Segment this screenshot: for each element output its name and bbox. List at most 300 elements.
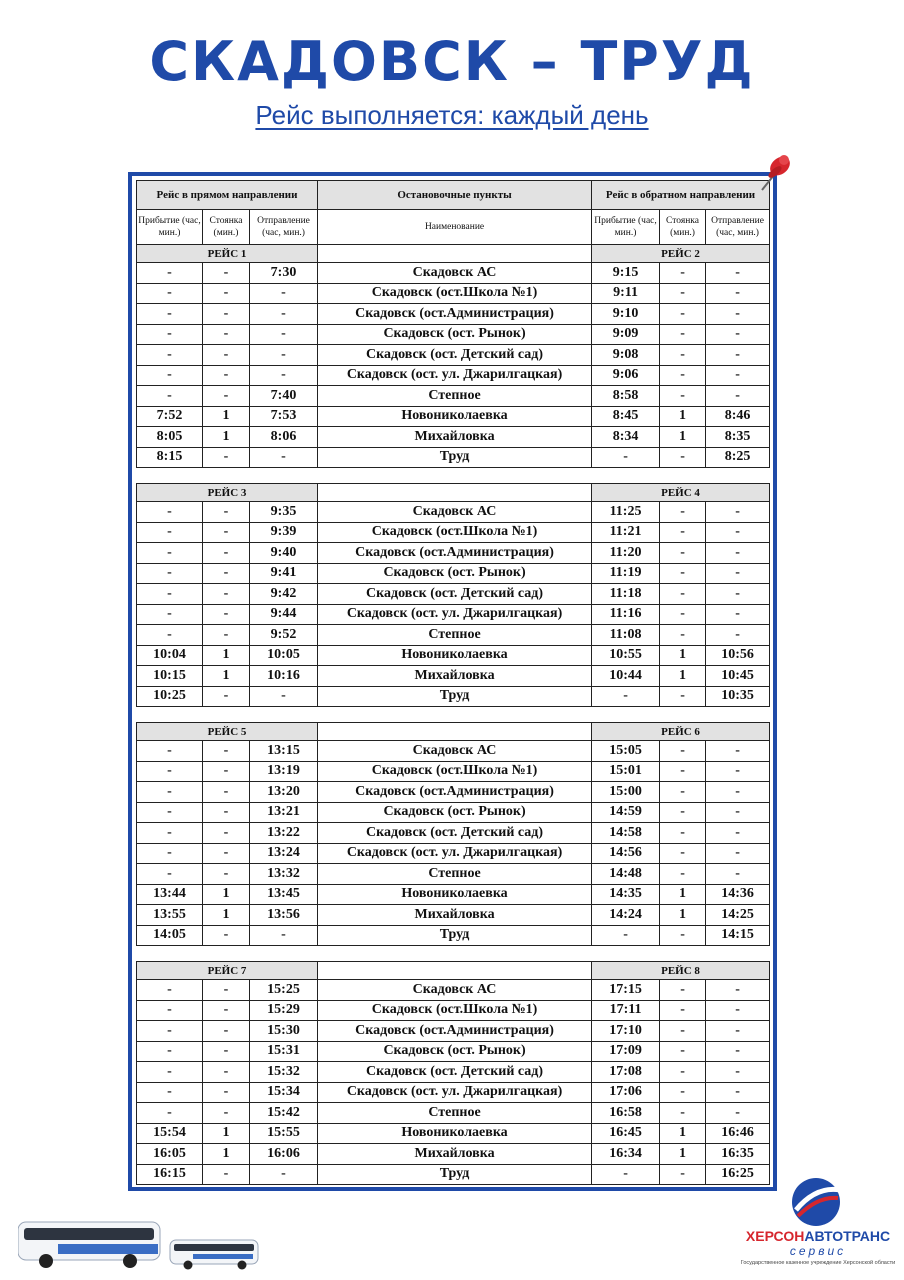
departure-cell: 15:42 (250, 1103, 318, 1124)
table-row (137, 427, 770, 448)
reverse-trip-label: РЕЙС 4 (592, 484, 770, 502)
departure-reverse-cell: 8:25 (706, 447, 770, 468)
arrival-cell: - (137, 741, 203, 762)
arrival-reverse-cell: 11:16 (592, 604, 660, 625)
table-row (137, 1144, 770, 1165)
subheader-departure: Отправление (час, мин.) (250, 210, 318, 245)
departure-reverse-cell: - (706, 1062, 770, 1083)
arrival-cell: - (137, 761, 203, 782)
arrival-cell: - (137, 864, 203, 885)
stop-reverse-cell: - (660, 304, 706, 325)
arrival-cell: - (137, 584, 203, 605)
arrival-cell: - (137, 802, 203, 823)
arrival-reverse-cell: 14:48 (592, 864, 660, 885)
arrival-cell: 16:15 (137, 1164, 203, 1185)
stop-cell: - (203, 761, 250, 782)
arrival-reverse-cell: 11:19 (592, 563, 660, 584)
departure-reverse-cell: - (706, 625, 770, 646)
departure-cell: 15:30 (250, 1021, 318, 1042)
departure-cell: 15:31 (250, 1041, 318, 1062)
arrival-cell: 7:52 (137, 406, 203, 427)
departure-cell: 7:40 (250, 386, 318, 407)
table-row (137, 584, 770, 605)
timetable-body (137, 181, 770, 1185)
arrival-reverse-cell: - (592, 686, 660, 707)
arrival-reverse-cell: 17:06 (592, 1082, 660, 1103)
stop-cell: - (203, 365, 250, 386)
trip-header-row (137, 245, 770, 263)
departure-cell: 9:44 (250, 604, 318, 625)
trip-header-row (137, 962, 770, 980)
reverse-trip-label: РЕЙС 8 (592, 962, 770, 980)
stop-cell: - (203, 864, 250, 885)
arrival-cell: 8:15 (137, 447, 203, 468)
stop-reverse-cell: - (660, 761, 706, 782)
arrival-cell: 16:05 (137, 1144, 203, 1165)
stop-cell: 1 (203, 1123, 250, 1144)
arrival-cell: - (137, 365, 203, 386)
arrival-cell: - (137, 823, 203, 844)
stop-name-cell: Скадовск (ост.Школа №1) (318, 522, 592, 543)
stop-cell: - (203, 345, 250, 366)
stop-cell: - (203, 782, 250, 803)
departure-reverse-cell: 16:25 (706, 1164, 770, 1185)
stop-name-cell: Скадовск (ост. Детский сад) (318, 584, 592, 605)
departure-cell: 13:22 (250, 823, 318, 844)
arrival-reverse-cell: 16:58 (592, 1103, 660, 1124)
departure-reverse-cell: - (706, 304, 770, 325)
header-reverse: Рейс в обратном направлении (592, 181, 770, 210)
table-row (137, 980, 770, 1001)
table-row (137, 324, 770, 345)
table-row (137, 447, 770, 468)
arrival-reverse-cell: 9:15 (592, 263, 660, 284)
stop-name-cell: Новониколаевка (318, 645, 592, 666)
table-row (137, 1000, 770, 1021)
arrival-reverse-cell: 17:10 (592, 1021, 660, 1042)
stop-cell: - (203, 1164, 250, 1185)
stop-reverse-cell: 1 (660, 905, 706, 926)
arrival-cell: - (137, 843, 203, 864)
table-row (137, 625, 770, 646)
arrival-cell: - (137, 604, 203, 625)
stop-name-cell: Скадовск (ост. ул. Джарилгацкая) (318, 843, 592, 864)
departure-cell: 9:40 (250, 543, 318, 564)
stop-cell: - (203, 1041, 250, 1062)
table-row (137, 283, 770, 304)
block-spacer (137, 946, 770, 962)
arrival-reverse-cell: 17:09 (592, 1041, 660, 1062)
table-row (137, 543, 770, 564)
forward-trip-label: РЕЙС 1 (137, 245, 318, 263)
departure-reverse-cell: - (706, 864, 770, 885)
forward-trip-label: РЕЙС 3 (137, 484, 318, 502)
departure-cell: - (250, 1164, 318, 1185)
stop-cell: - (203, 686, 250, 707)
stop-cell: - (203, 522, 250, 543)
stop-reverse-cell: 1 (660, 1123, 706, 1144)
stop-name-cell: Скадовск (ост.Администрация) (318, 782, 592, 803)
trip-header-blank (318, 484, 592, 502)
departure-reverse-cell: 14:36 (706, 884, 770, 905)
departure-reverse-cell: - (706, 1082, 770, 1103)
departure-reverse-cell: - (706, 263, 770, 284)
departure-cell: 10:16 (250, 666, 318, 687)
stop-reverse-cell: - (660, 1164, 706, 1185)
trip-header-row (137, 723, 770, 741)
departure-cell: 13:21 (250, 802, 318, 823)
stop-cell: - (203, 1062, 250, 1083)
stop-reverse-cell: - (660, 1021, 706, 1042)
stop-reverse-cell: - (660, 1103, 706, 1124)
arrival-cell: 15:54 (137, 1123, 203, 1144)
table-row (137, 1062, 770, 1083)
logo-name-part2: АВТОТРАНС (804, 1228, 891, 1244)
stop-cell: - (203, 584, 250, 605)
stop-reverse-cell: - (660, 1000, 706, 1021)
table-row (137, 905, 770, 926)
stop-name-cell: Скадовск АС (318, 741, 592, 762)
arrival-reverse-cell: 15:00 (592, 782, 660, 803)
stop-reverse-cell: - (660, 1082, 706, 1103)
arrival-cell: - (137, 1062, 203, 1083)
stop-reverse-cell: - (660, 925, 706, 946)
departure-cell: 13:45 (250, 884, 318, 905)
table-row (137, 761, 770, 782)
stop-name-cell: Труд (318, 925, 592, 946)
block-spacer (137, 707, 770, 723)
arrival-cell: - (137, 1103, 203, 1124)
header-forward: Рейс в прямом направлении (137, 181, 318, 210)
stop-reverse-cell: - (660, 1041, 706, 1062)
departure-reverse-cell: - (706, 741, 770, 762)
stop-reverse-cell: - (660, 386, 706, 407)
departure-cell: 13:19 (250, 761, 318, 782)
arrival-cell: - (137, 563, 203, 584)
table-row (137, 304, 770, 325)
stop-cell: 1 (203, 406, 250, 427)
arrival-cell: 8:05 (137, 427, 203, 448)
table-row (137, 263, 770, 284)
arrival-cell: - (137, 980, 203, 1001)
table-row (137, 386, 770, 407)
logo-name (738, 1228, 898, 1244)
stop-cell: - (203, 386, 250, 407)
departure-cell: 9:35 (250, 502, 318, 523)
stop-reverse-cell: - (660, 802, 706, 823)
trip-header-blank (318, 245, 592, 263)
stop-name-cell: Скадовск АС (318, 980, 592, 1001)
departure-cell: - (250, 345, 318, 366)
stop-reverse-cell: - (660, 625, 706, 646)
stop-cell: - (203, 283, 250, 304)
departure-cell: 16:06 (250, 1144, 318, 1165)
arrival-reverse-cell: 11:18 (592, 584, 660, 605)
arrival-reverse-cell: 14:56 (592, 843, 660, 864)
arrival-cell: - (137, 522, 203, 543)
stop-name-cell: Михайловка (318, 666, 592, 687)
stop-name-cell: Новониколаевка (318, 1123, 592, 1144)
departure-cell: 15:55 (250, 1123, 318, 1144)
arrival-cell: 13:44 (137, 884, 203, 905)
arrival-cell: - (137, 782, 203, 803)
departure-cell: 13:15 (250, 741, 318, 762)
stop-cell: - (203, 447, 250, 468)
departure-cell: 13:24 (250, 843, 318, 864)
arrival-reverse-cell: 15:05 (592, 741, 660, 762)
stop-cell: 1 (203, 905, 250, 926)
table-header-row (137, 181, 770, 210)
departure-cell: 9:39 (250, 522, 318, 543)
table-row (137, 782, 770, 803)
departure-cell: 15:32 (250, 1062, 318, 1083)
stop-reverse-cell: - (660, 263, 706, 284)
stop-name-cell: Скадовск (ост.Администрация) (318, 543, 592, 564)
departure-reverse-cell: - (706, 1000, 770, 1021)
stop-cell: - (203, 563, 250, 584)
departure-reverse-cell: 10:35 (706, 686, 770, 707)
table-row (137, 1103, 770, 1124)
departure-reverse-cell: - (706, 365, 770, 386)
stop-reverse-cell: - (660, 584, 706, 605)
stop-name-cell: Скадовск (ост. Рынок) (318, 1041, 592, 1062)
departure-reverse-cell: - (706, 522, 770, 543)
stop-reverse-cell: - (660, 1062, 706, 1083)
table-row (137, 686, 770, 707)
reverse-trip-label: РЕЙС 6 (592, 723, 770, 741)
stop-name-cell: Скадовск (ост. ул. Джарилгацкая) (318, 604, 592, 625)
departure-reverse-cell: 16:46 (706, 1123, 770, 1144)
arrival-reverse-cell: 8:58 (592, 386, 660, 407)
arrival-reverse-cell: 17:08 (592, 1062, 660, 1083)
stop-name-cell: Новониколаевка (318, 406, 592, 427)
stop-cell: - (203, 1103, 250, 1124)
departure-reverse-cell: - (706, 843, 770, 864)
stop-cell: 1 (203, 645, 250, 666)
table-row (137, 884, 770, 905)
departure-reverse-cell: - (706, 543, 770, 564)
stop-cell: - (203, 604, 250, 625)
table-row (137, 823, 770, 844)
trip-header-blank (318, 723, 592, 741)
arrival-reverse-cell: 10:44 (592, 666, 660, 687)
stop-cell: - (203, 1021, 250, 1042)
table-row (137, 925, 770, 946)
stop-name-cell: Скадовск (ост.Школа №1) (318, 1000, 592, 1021)
logo-subtitle: сервис (789, 1244, 847, 1258)
departure-cell: 7:53 (250, 406, 318, 427)
departure-reverse-cell: - (706, 283, 770, 304)
departure-reverse-cell: - (706, 782, 770, 803)
stop-cell: - (203, 823, 250, 844)
arrival-reverse-cell: 9:06 (592, 365, 660, 386)
departure-reverse-cell: - (706, 324, 770, 345)
stop-name-cell: Скадовск (ост.Администрация) (318, 304, 592, 325)
stop-name-cell: Труд (318, 686, 592, 707)
stop-name-cell: Скадовск (ост. ул. Джарилгацкая) (318, 365, 592, 386)
departure-reverse-cell: 10:45 (706, 666, 770, 687)
arrival-reverse-cell: 14:58 (592, 823, 660, 844)
table-row (137, 604, 770, 625)
arrival-reverse-cell: 11:21 (592, 522, 660, 543)
stop-cell: - (203, 1082, 250, 1103)
stop-reverse-cell: - (660, 365, 706, 386)
arrival-cell: 14:05 (137, 925, 203, 946)
arrival-reverse-cell: - (592, 925, 660, 946)
table-row (137, 1041, 770, 1062)
stop-cell: - (203, 263, 250, 284)
arrival-cell: - (137, 502, 203, 523)
stop-name-cell: Михайловка (318, 1144, 592, 1165)
stop-name-cell: Скадовск (ост. Рынок) (318, 563, 592, 584)
arrival-cell: 10:04 (137, 645, 203, 666)
arrival-reverse-cell: 14:35 (592, 884, 660, 905)
departure-cell: - (250, 304, 318, 325)
arrival-reverse-cell: 11:20 (592, 543, 660, 564)
stop-reverse-cell: - (660, 543, 706, 564)
table-row (137, 802, 770, 823)
departure-cell: - (250, 365, 318, 386)
arrival-reverse-cell: 9:10 (592, 304, 660, 325)
bus-icon (18, 1218, 263, 1270)
stop-cell: - (203, 324, 250, 345)
stop-reverse-cell: 1 (660, 666, 706, 687)
stop-reverse-cell: - (660, 843, 706, 864)
departure-reverse-cell: - (706, 345, 770, 366)
schedule-days: Рейс выполняется: каждый день (255, 100, 649, 130)
trip-header-blank (318, 962, 592, 980)
departure-reverse-cell: 14:25 (706, 905, 770, 926)
stop-name-cell: Степное (318, 1103, 592, 1124)
arrival-reverse-cell: - (592, 1164, 660, 1185)
logo-name-part1: ХЕРСОН (745, 1228, 805, 1244)
company-logo (738, 1176, 898, 1271)
departure-cell: 15:29 (250, 1000, 318, 1021)
departure-cell: 9:42 (250, 584, 318, 605)
stop-cell: - (203, 543, 250, 564)
page-title: СКАДОВСК – ТРУД (149, 30, 755, 93)
stop-name-cell: Степное (318, 625, 592, 646)
stop-reverse-cell: - (660, 864, 706, 885)
stop-name-cell: Михайловка (318, 427, 592, 448)
stop-reverse-cell: - (660, 283, 706, 304)
departure-reverse-cell: - (706, 761, 770, 782)
arrival-reverse-cell: 11:08 (592, 625, 660, 646)
stop-name-cell: Степное (318, 386, 592, 407)
stop-name-cell: Скадовск (ост. Рынок) (318, 324, 592, 345)
stop-name-cell: Новониколаевка (318, 884, 592, 905)
stop-name-cell: Скадовск (ост. Детский сад) (318, 823, 592, 844)
stop-cell: 1 (203, 1144, 250, 1165)
departure-reverse-cell: 8:46 (706, 406, 770, 427)
stop-reverse-cell: 1 (660, 645, 706, 666)
spacer-cell (137, 468, 770, 484)
departure-cell: - (250, 447, 318, 468)
departure-cell: 13:20 (250, 782, 318, 803)
departure-reverse-cell: - (706, 823, 770, 844)
spacer-cell (137, 707, 770, 723)
stop-cell: 1 (203, 666, 250, 687)
stop-reverse-cell: - (660, 980, 706, 1001)
timetable-frame (128, 172, 777, 1191)
stop-reverse-cell: - (660, 502, 706, 523)
arrival-cell: - (137, 1082, 203, 1103)
arrival-reverse-cell: 9:11 (592, 283, 660, 304)
departure-reverse-cell: - (706, 563, 770, 584)
departure-cell: 13:56 (250, 905, 318, 926)
arrival-reverse-cell: 16:34 (592, 1144, 660, 1165)
stop-name-cell: Степное (318, 864, 592, 885)
departure-cell: 9:52 (250, 625, 318, 646)
arrival-cell: - (137, 386, 203, 407)
stop-reverse-cell: - (660, 345, 706, 366)
spacer-cell (137, 946, 770, 962)
stop-reverse-cell: - (660, 686, 706, 707)
stop-reverse-cell: - (660, 447, 706, 468)
arrival-cell: - (137, 1021, 203, 1042)
departure-reverse-cell: 10:56 (706, 645, 770, 666)
stop-cell: - (203, 625, 250, 646)
departure-reverse-cell: 8:35 (706, 427, 770, 448)
arrival-cell: 10:25 (137, 686, 203, 707)
departure-cell: 7:30 (250, 263, 318, 284)
arrival-reverse-cell: 15:01 (592, 761, 660, 782)
stop-cell: - (203, 741, 250, 762)
stop-name-cell: Скадовск (ост. ул. Джарилгацкая) (318, 1082, 592, 1103)
stop-reverse-cell: 1 (660, 406, 706, 427)
departure-cell: - (250, 686, 318, 707)
subheader-stop-reverse: Стоянка (мин.) (660, 210, 706, 245)
arrival-reverse-cell: - (592, 447, 660, 468)
departure-reverse-cell: - (706, 604, 770, 625)
block-spacer (137, 468, 770, 484)
arrival-cell: - (137, 1000, 203, 1021)
arrival-cell: 13:55 (137, 905, 203, 926)
arrival-cell: - (137, 304, 203, 325)
table-row (137, 843, 770, 864)
table-row (137, 502, 770, 523)
stop-name-cell: Труд (318, 447, 592, 468)
stop-name-cell: Скадовск (ост. Детский сад) (318, 345, 592, 366)
forward-trip-label: РЕЙС 5 (137, 723, 318, 741)
arrival-reverse-cell: 11:25 (592, 502, 660, 523)
stop-reverse-cell: - (660, 324, 706, 345)
departure-cell: 15:25 (250, 980, 318, 1001)
logo-icon (786, 1176, 846, 1228)
arrival-cell: - (137, 543, 203, 564)
departure-reverse-cell: - (706, 980, 770, 1001)
table-row (137, 864, 770, 885)
departure-cell: - (250, 324, 318, 345)
stop-reverse-cell: - (660, 522, 706, 543)
departure-reverse-cell: 16:35 (706, 1144, 770, 1165)
table-row (137, 666, 770, 687)
stop-name-cell: Скадовск (ост. Рынок) (318, 802, 592, 823)
table-row (137, 1164, 770, 1185)
arrival-reverse-cell: 14:59 (592, 802, 660, 823)
pushpin-icon (756, 150, 796, 194)
reverse-trip-label: РЕЙС 2 (592, 245, 770, 263)
subheader-name: Наименование (318, 210, 592, 245)
subheader-arrival-reverse: Прибытие (час, мин.) (592, 210, 660, 245)
arrival-reverse-cell: 16:45 (592, 1123, 660, 1144)
table-row (137, 563, 770, 584)
table-row (137, 1082, 770, 1103)
stop-name-cell: Скадовск (ост. Детский сад) (318, 1062, 592, 1083)
subheader-arrival: Прибытие (час, мин.) (137, 210, 203, 245)
stop-reverse-cell: - (660, 741, 706, 762)
departure-cell: 8:06 (250, 427, 318, 448)
